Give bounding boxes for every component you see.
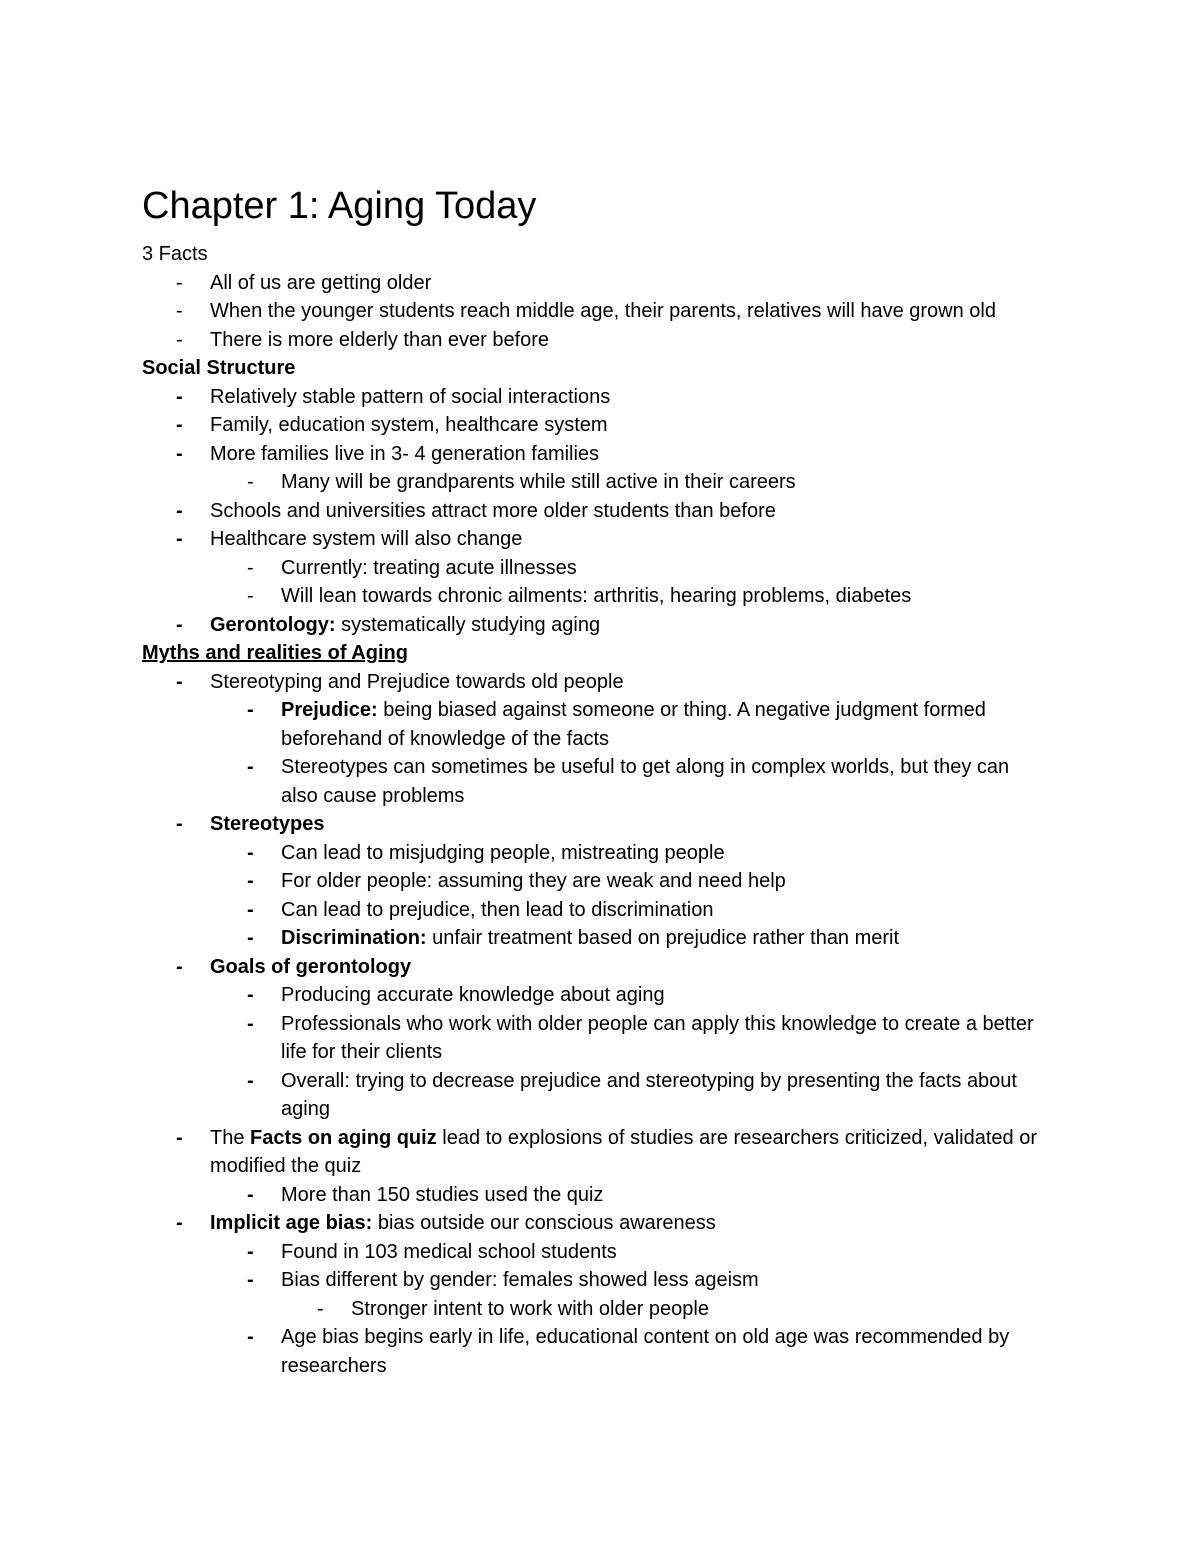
list-item: - Overall: trying to decrease prejudice and stereotyping by presenting the facts about aging: [247, 1069, 1017, 1120]
list-item: - Gerontology: systematically studying aging: [176, 613, 601, 636]
term-goals-of-gerontology: Goals of gerontology: [210, 955, 412, 978]
term-discrimination: Discrimination:: [281, 927, 427, 949]
term-prejudice: Prejudice:: [281, 699, 378, 721]
list-item: - Can lead to prejudice, then lead to discrimination: [247, 898, 714, 921]
term-gerontology: Gerontology:: [210, 613, 336, 636]
list-item: - More families live in 3- 4 generation families: [176, 442, 600, 465]
list-item: - When the younger students reach middle age, their parents, relatives will have grown old: [176, 300, 996, 322]
list-item: - Family, education system, healthcare system: [176, 414, 608, 436]
list-item: - Many will be grandparents while still active in their careers: [247, 471, 796, 493]
term-facts-on-aging-quiz: Facts on aging quiz: [250, 1126, 437, 1149]
list-item: - Stronger intent to work with older people: [317, 1297, 709, 1320]
facts-heading: 3 Facts: [142, 243, 208, 265]
list-item: - Bias different by gender: females showed less ageism: [247, 1269, 759, 1291]
list-item: - Prejudice: being biased against someone or thing. A negative judgment formed beforehand of knowledge of the facts: [247, 699, 986, 750]
list-item: - Found in 103 medical school students: [247, 1240, 617, 1263]
list-item: - All of us are getting older: [176, 271, 432, 294]
list-item: - More than 150 studies used the quiz: [247, 1183, 604, 1206]
list-item: - The Facts on aging quiz lead to explosions of studies are researchers criticized, validated or modified the quiz: [176, 1126, 1038, 1177]
list-item: - There is more elderly than ever before: [176, 328, 550, 351]
term-stereotypes: Stereotypes: [210, 813, 325, 835]
list-item: - Stereotyping and Prejudice towards old people: [176, 670, 624, 693]
list-item: - Stereotypes: [176, 813, 325, 835]
list-item: - Implicit age bias: bias outside our conscious awareness: [176, 1212, 716, 1234]
document-page: [142, 186, 1042, 1380]
list-item: - Age bias begins early in life, educational content on old age was recommended by researchers: [247, 1326, 1010, 1377]
list-item: - Schools and universities attract more older students than before: [176, 499, 776, 522]
section-heading-social-structure: Social Structure: [142, 357, 296, 379]
list-item: - Professionals who work with older people can apply this knowledge to create a better life for their clients: [247, 1012, 1034, 1063]
list-item: - Goals of gerontology: [176, 955, 412, 978]
page-title: Chapter 1: Aging Today: [142, 185, 537, 227]
list-item: - For older people: assuming they are weak and need help: [247, 870, 786, 892]
list-item: - Will lean towards chronic ailments: arthritis, hearing problems, diabetes: [247, 585, 912, 607]
list-item: - Can lead to misjudging people, mistreating people: [247, 841, 725, 864]
term-implicit-age-bias: Implicit age bias:: [210, 1212, 373, 1234]
list-item: - Discrimination: unfair treatment based on prejudice rather than merit: [247, 927, 900, 949]
list-item: - Producing accurate knowledge about aging: [247, 984, 665, 1006]
list-item: - Relatively stable pattern of social interactions: [176, 385, 611, 408]
list-item: - Healthcare system will also change: [176, 528, 523, 550]
section-heading-myths: Myths and realities of Aging: [142, 642, 408, 664]
list-item: - Stereotypes can sometimes be useful to get along in complex worlds, but they can also cause problems: [247, 756, 1010, 807]
list-item: - Currently: treating acute illnesses: [247, 556, 577, 579]
